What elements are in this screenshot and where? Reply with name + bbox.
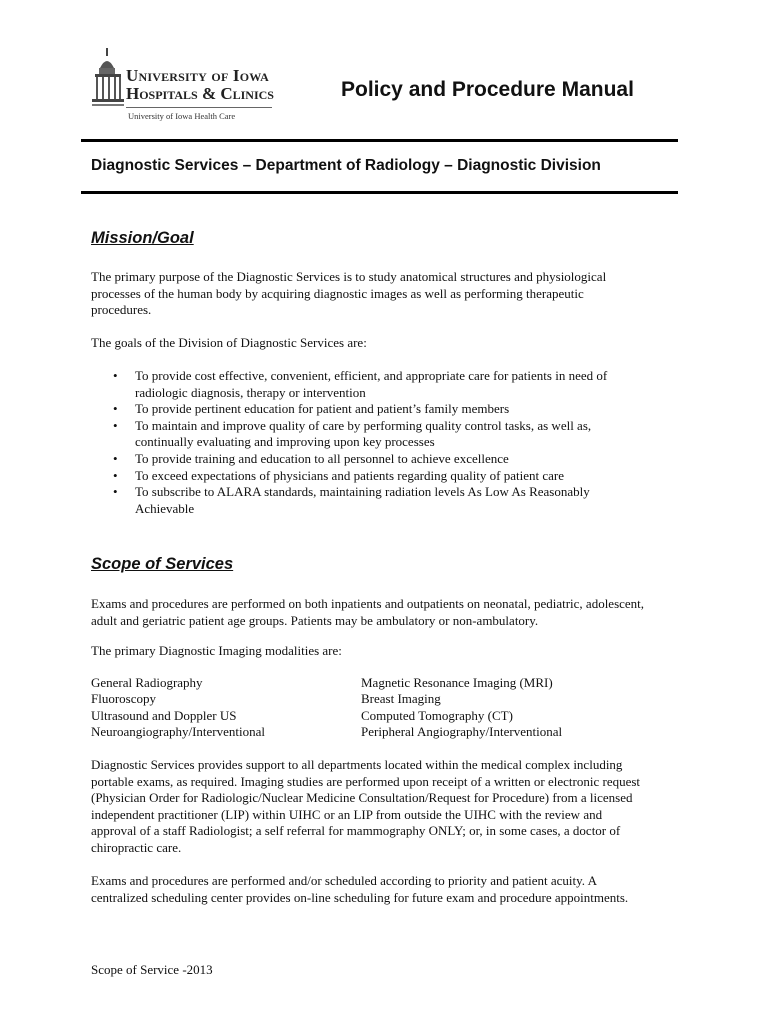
list-item: • To maintain and improve quality of care by performing quality control tasks, as well as, continually evaluating and improving upon key processes [113,417,592,450]
bullet-icon: • [113,401,118,417]
modality-row: Neuroangiography/Interventional Peripheral Angiography/Interventional [91,724,563,740]
modalities-intro: The primary Diagnostic Imaging modalities are: [91,643,342,658]
goals-intro: The goals of the Division of Diagnostic Services are: [91,335,367,350]
modality-row: Fluoroscopy Breast Imaging [91,691,441,707]
list-item: • To provide pertinent education for patient and patient’s family members [113,401,510,417]
header-rule-top [81,139,678,142]
list-item: • To subscribe to ALARA standards, maintaining radiation levels As Low As Reasonably Achievable [113,484,590,516]
scheduling-line: Exams and procedures are performed and/or scheduled according to priority and patient acuity. A [91,873,597,888]
list-item: • To provide cost effective, convenient, efficient, and appropriate care for patients in need of radiologic diagnosis, therapy or intervention [113,368,608,400]
logo-tagline: University of Iowa Health Care [128,111,236,121]
logo-line-2: Hospitals & Clinics [126,84,274,103]
exams-line: adult and geriatric patient age groups. Patients may be ambulatory or non-ambulatory. [91,612,539,628]
exams-paragraph [91,596,691,629]
modalities-list [91,675,651,741]
goals-list [91,368,651,517]
old-capitol-building-icon [92,48,126,110]
bullet-icon: • [113,450,118,466]
support-line: chiropractic care. [91,839,182,855]
support-paragraph [91,757,691,857]
bullet-icon: • [113,417,118,433]
support-line: Diagnostic Services provides support to all departments located within the medical complex including [91,757,623,772]
page-footer: Scope of Service -2013 [91,962,213,977]
list-item: • To exceed expectations of physicians and patients regarding quality of patient care [113,467,565,483]
purpose-line: The primary purpose of the Diagnostic Services is to study anatomical structures and physiological [91,269,607,284]
support-line: (Physician Order for Radiologic/Nuclear Medicine Consultation/Request for Procedure) from a licensed [91,790,633,806]
scheduling-line: centralized scheduling center provides on-line scheduling for future exam and procedure appointments. [91,889,629,905]
support-line: approval of a staff Radiologist; a self referral for mammography ONLY; or, in some cases, a doctor of [91,823,621,839]
exams-line: Exams and procedures are performed on both inpatients and outpatients on neonatal, pediatric, adolescent, [91,596,645,611]
modality-row: General Radiography Magnetic Resonance Imaging (MRI) [91,675,553,690]
scope-heading: Scope of Services [91,555,234,573]
bullet-icon: • [113,467,118,483]
modality-row: Ultrasound and Doppler US Computed Tomography (CT) [91,707,513,723]
logo-divider [126,107,272,108]
manual-title: Policy and Procedure Manual [341,78,634,101]
purpose-paragraph [91,269,691,319]
header-rule-bottom [81,191,678,194]
support-line: portable exams, as required. Imaging studies are performed upon receipt of a written or electronic request [91,773,641,789]
purpose-line: processes of the human body by acquiring diagnostic images as well as performing therapeutic [91,285,584,301]
purpose-line: procedures. [91,302,152,318]
bullet-icon: • [113,368,118,383]
department-title: Diagnostic Services – Department of Radiology – Diagnostic Division [91,157,601,174]
bullet-icon: • [113,484,118,500]
logo-line-1: University of Iowa [126,66,270,85]
scheduling-paragraph [91,873,691,906]
university-logo [92,44,292,126]
support-line: independent practitioner (LIP) within UIHC or an LIP from outside the UIHC with the review and [91,806,603,822]
list-item: • To provide training and education to all personnel to achieve excellence [113,450,509,466]
mission-heading: Mission/Goal [91,229,194,247]
